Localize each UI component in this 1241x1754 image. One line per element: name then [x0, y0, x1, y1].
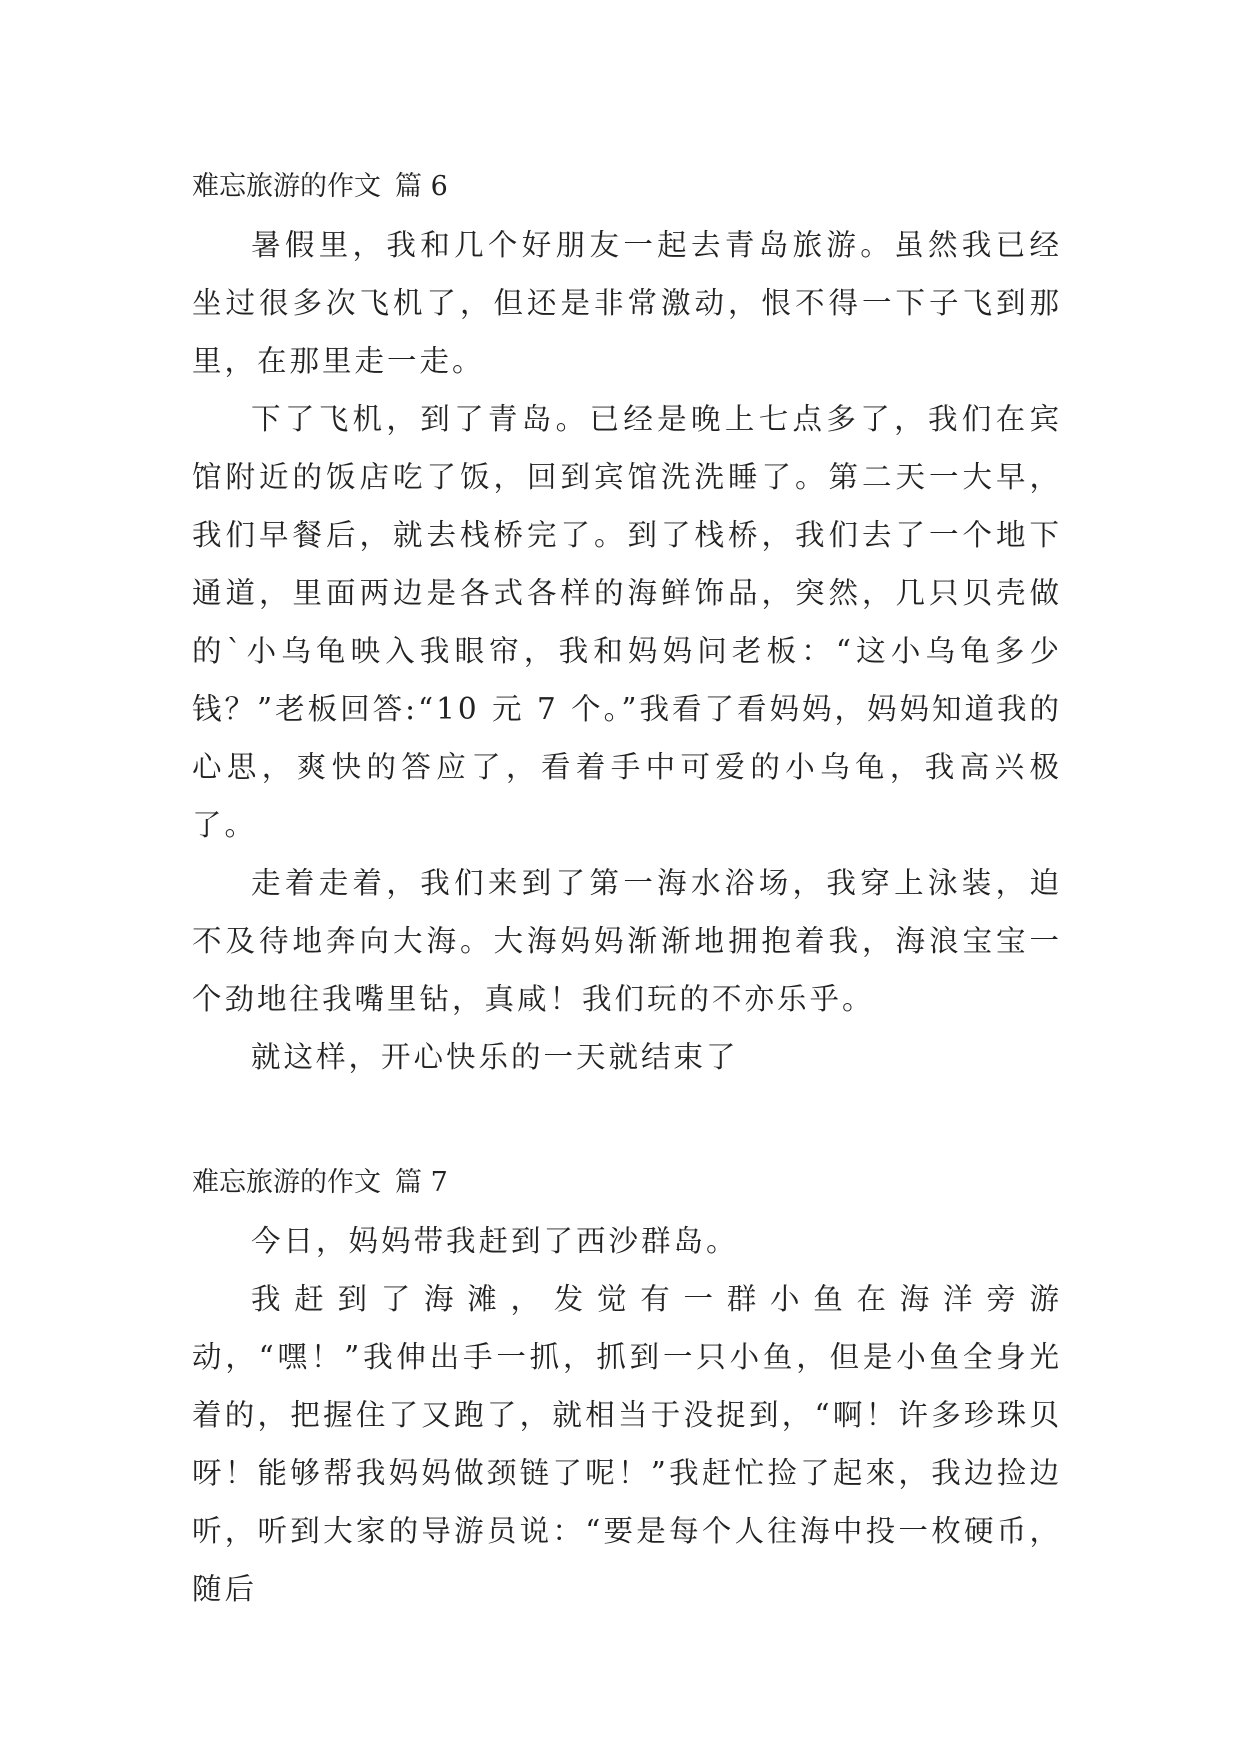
essay-section-6 [192, 158, 1062, 1086]
paragraph: 我赶到了海滩，发觉有一群小鱼在海洋旁游动，“嘿！”我伸出手一抓，抓到一只小鱼，但是小鱼全身光着的，把握住了又跑了，就相当于没捉到，“啊！许多珍珠贝呀！能够帮我妈妈做颈链了呢！”我赶忙捡了起來，我边捡边听，听到大家的导游员说：“要是每个人往海中投一枚硬币，随后 [192, 1282, 1062, 1606]
paragraph: 走着走着，我们来到了第一海水浴场，我穿上泳装，迫不及待地奔向大海。大海妈妈渐渐地拥抱着我，海浪宝宝一个劲地往我嘴里钻，真咸！我们玩的不亦乐乎。 [192, 866, 1062, 1016]
document-body [192, 158, 1062, 1618]
essay-number: 篇 6 [395, 171, 448, 202]
paragraph: 暑假里，我和几个好朋友一起去青岛旅游。虽然我已经坐过很多次飞机了，但还是非常激动，恨不得一下子飞到那里，在那里走一走。 [192, 228, 1062, 378]
paragraph: 今日，妈妈带我赶到了西沙群岛。 [251, 1224, 739, 1258]
essay-heading [192, 158, 1062, 216]
paragraph: 下了飞机，到了青岛。已经是晚上七点多了，我们在宾馆附近的饭店吃了饭，回到宾馆洗洗睡了。第二天一大早，我们早餐后，就去栈桥完了。到了栈桥，我们去了一个地下通道，里面两边是各式各样的海鲜饰品，突然，几只贝壳做的`小乌龟映入我眼帘，我和妈妈问老板：“这小乌龟多少钱？”老板回答:“10 元 7 个。”我看了看妈妈，妈妈知道我的心思，爽快的答应了，看着手中可爱的小乌龟，我高兴极了。 [192, 402, 1062, 842]
essay-title: 难忘旅游的作文 [192, 1167, 381, 1198]
essay-section-7 [192, 1154, 1062, 1618]
essay-title: 难忘旅游的作文 [192, 171, 381, 202]
essay-number: 篇 7 [395, 1167, 448, 1198]
paragraph: 就这样，开心快乐的一天就结束了 [251, 1040, 739, 1074]
essay-heading [192, 1154, 1062, 1212]
